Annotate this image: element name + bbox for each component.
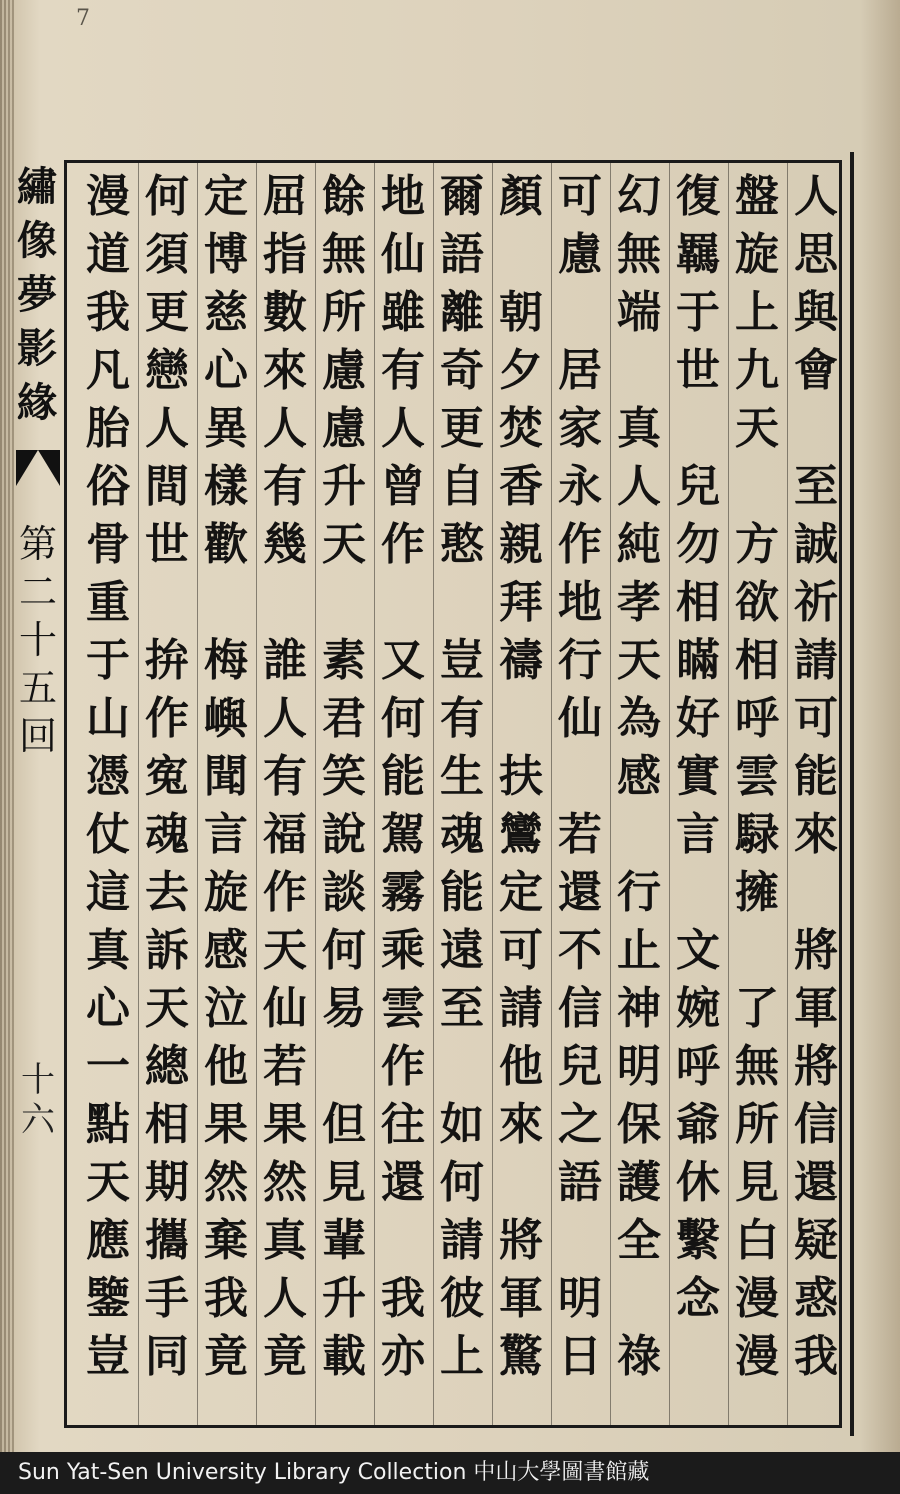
text-column: 顏 朝 夕 焚 香 親 拜 禱 扶 鸞 定 可 請 他 來 將 軍 驚 — [499, 171, 543, 1382]
text-column: 可 慮 居 家 永 作 地 行 仙 若 還 不 信 兒 之 語 明 日 — [558, 171, 602, 1382]
gutter-chapter-number — [14, 520, 62, 760]
gutter-page-char: 十 — [21, 1060, 55, 1100]
gutter-book-title — [14, 160, 60, 430]
gutter-chapter-char: 回 — [18, 714, 57, 758]
gutter-title-char: 繡 — [17, 163, 57, 210]
column-rule — [492, 163, 493, 1425]
text-column: 人 思 與 會 至 誠 祈 請 可 能 來 將 軍 將 信 還 疑 惑 我 — [794, 171, 838, 1382]
gutter-title-char: 像 — [17, 217, 57, 264]
column-rule — [551, 163, 552, 1425]
column-rule — [315, 163, 316, 1425]
text-column: 盤 旋 上 九 天 方 欲 相 呼 雲 騄 擁 了 無 所 見 白 漫 漫 — [735, 171, 779, 1382]
column-rule — [433, 163, 434, 1425]
gutter-chapter-char: 十 — [18, 618, 57, 662]
text-column: 何 須 更 戀 人 間 世 拚 作 寃 魂 去 訴 天 總 相 期 攜 手 同 — [145, 171, 189, 1382]
column-rule — [256, 163, 257, 1425]
text-column: 屈 指 數 來 人 有 幾 誰 人 有 福 作 天 仙 若 果 然 真 人 竟 — [263, 171, 307, 1382]
gutter-chapter-char: 二 — [18, 570, 57, 614]
gutter-chapter-char: 第 — [18, 522, 57, 566]
gutter-title-char: 影 — [17, 325, 57, 372]
text-column: 幻 無 端 真 人 純 孝 天 為 感 行 止 神 明 保 護 全 祿 — [617, 171, 661, 1382]
column-rule — [669, 163, 670, 1425]
fishtail-mark — [16, 450, 60, 486]
gutter-title-char: 緣 — [17, 379, 57, 426]
book-page-edge — [0, 0, 14, 1452]
gutter-page-number — [14, 1060, 62, 1140]
gutter-page-char: 六 — [21, 1100, 55, 1140]
corner-mark: 7 — [76, 6, 90, 31]
text-column: 爾 語 離 奇 更 自 憨 豈 有 生 魂 能 遠 至 如 何 請 彼 上 — [440, 171, 484, 1382]
frame-right-border — [850, 152, 854, 1436]
text-column: 地 仙 雖 有 人 曾 作 又 何 能 駕 霧 乘 雲 作 往 還 我 亦 — [381, 171, 425, 1382]
column-rule — [374, 163, 375, 1425]
text-column: 復 羈 于 世 兒 勿 相 瞞 好 實 言 文 婉 呼 爺 休 繫 念 — [676, 171, 720, 1324]
column-rule — [138, 163, 139, 1425]
column-rule — [728, 163, 729, 1425]
text-column: 漫 道 我 凡 胎 俗 骨 重 于 山 憑 仗 這 真 心 一 點 天 應 鑒 豈 — [86, 171, 130, 1382]
column-rule — [787, 163, 788, 1425]
gutter-title-char: 夢 — [17, 271, 57, 318]
collection-caption: Sun Yat-Sen University Library Collection 中山大學圖書館藏 — [0, 1452, 900, 1494]
column-rule — [610, 163, 611, 1425]
column-rule — [197, 163, 198, 1425]
text-column: 定 博 慈 心 異 樣 歡 梅 嶼 聞 言 旋 感 泣 他 果 然 棄 我 竟 — [204, 171, 248, 1382]
gutter-chapter-char: 五 — [18, 666, 57, 710]
text-column: 餘 無 所 慮 慮 升 天 素 君 笑 說 談 何 易 但 見 輩 升 載 — [322, 171, 366, 1382]
